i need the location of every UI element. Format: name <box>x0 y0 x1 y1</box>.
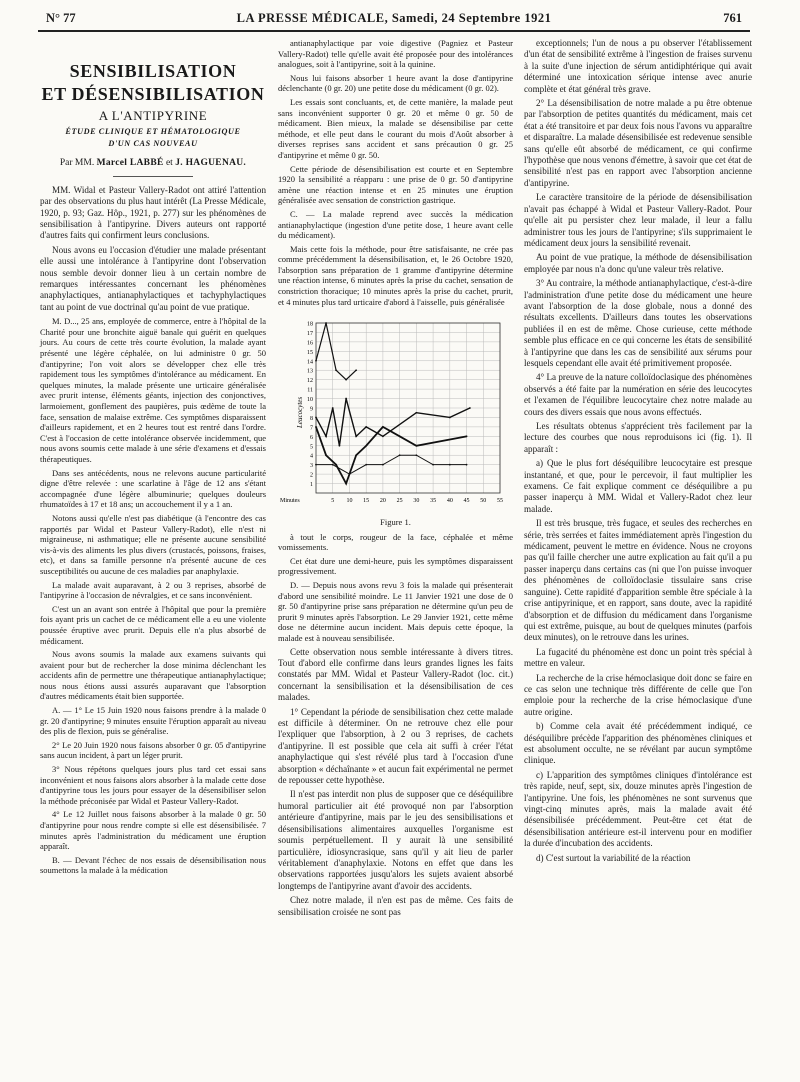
paragraph: Nous avons eu l'occasion d'étudier une malade présentant elle aussi une intolérance à l'antipyrine dont l'observation nous semble devoir donner lieu à un certain nombre de remarques intéressantes concernant les phénomènes anaphylactiques, antianaphylactiques et tachyphylactiques tant au point de vue doctrinal qu'au point de vue pratique. <box>40 244 266 312</box>
y-tick-label: 2 <box>310 472 313 479</box>
y-tick-label: 3 <box>310 463 313 470</box>
data-point <box>315 426 317 428</box>
data-point <box>382 426 384 428</box>
data-point <box>315 417 317 419</box>
data-point <box>325 455 327 457</box>
x-tick-label: 5 <box>331 498 335 505</box>
data-point <box>399 455 401 457</box>
data-point <box>335 464 337 466</box>
paragraph: Notons aussi qu'elle n'est pas diabétique (à l'encontre des cas rapportés par Widal et Pasteur Vallery-Radot), elle n'est ni migraineuse, ni asthmatique; elle ne présente aucune sensibilité vis-à-vis des aliments les plus divers (crustacés, poissons, fraises, etc), et dans sa famille personne n'a présenté aucune de ces susceptibilités ou aucune de ces maladies par anaphylaxie. <box>40 512 266 576</box>
paragraph: exceptionnels; l'un de nous a pu observer l'établissement d'un état de sensibilité extrême à l'ingestion de fraises survenu à la suite d'une injection de sérum antidiphtérique qui avait déterminé une intoxication sérique intense avec anurie complète et état général très grave. <box>524 38 752 94</box>
data-point <box>432 464 434 466</box>
paragraph: Le caractère transitoire de la période de désensibilisation n'avait pas échappé à Widal et Pasteur Vallery-Radot. Pour qu'elle ait pu persister chez leur malade, il leur a fallu administrer tous les jours de l'antipyrine; s'ils supprimaient le médicament deux jours la sensibilité revenait. <box>524 192 752 248</box>
x-tick-label: 35 <box>430 498 437 505</box>
y-tick-label: 4 <box>310 453 313 460</box>
paragraph: Au point de vue pratique, la méthode de désensibilisation employée par nous n'a donc qu'une valeur très relative. <box>524 252 752 274</box>
paragraph: Il n'est pas interdit non plus de supposer que ce déséquilibre humoral particulier ait été provoqué non par l'absorption antérieure d'antipyrine, mais par le jeu des sensibilisations et désensibilisations alimentaires auxquelles l'organisme est soumis perpétuellement. Il y aurait là une sensibilité particulière, idiosyncrasique, sans qu'il y ait lieu de parler véritablement d'anaphylaxie. Notons en effet que dans les observations rapportées jusqu'alors les sujets avaient absorbé longtemps de l'antipyrine avant d'avoir des accidents. <box>278 789 513 891</box>
column-3 <box>524 38 752 867</box>
data-point <box>349 473 351 475</box>
data-point <box>345 379 347 381</box>
y-tick-label: 1 <box>310 482 313 489</box>
paragraph: MM. Widal et Pasteur Vallery-Radot ont attiré l'attention par des observations du plus haut intérêt (La Presse Médicale, 1920, p. 93; Gaz. Hôp., 1921, p. 277) sur les phénomènes de sensibilisation à l'antipyrine. Divers auteurs ont rapporté d'autres faits qui confirment leurs conclusions. <box>40 184 266 241</box>
page-number: 761 <box>723 11 742 25</box>
paragraph: Chez notre malade, il n'en est pas de même. Ces faits de sensibilisation croisée ne sont pas <box>278 895 513 917</box>
paragraph: d) C'est surtout la variabilité de la réaction <box>536 852 691 863</box>
data-point <box>466 464 468 466</box>
x-tick-label: 10 <box>346 498 353 505</box>
data-point <box>382 464 384 466</box>
data-point <box>382 436 384 438</box>
article-subtitle-1: ÉTUDE CLINIQUE ET HÉMATOLOGIQUE <box>65 127 241 137</box>
x-tick-label: 45 <box>463 498 470 505</box>
paragraph: D. — Depuis nous avons revu 3 fois la malade qui présenterait d'abord une sensibilité moindre. Le 11 Janvier 1921 une dose de 0 gr. 50 d'antipyrine prise sans préparation ne détermine qu'un peu de prurit 9 minutes après l'absorption. Le 29 Janvier 1921, cette même dose ne détermine aucun incident. Mais depuis cette époque, la malade est à nouveau sensibilisée. <box>278 580 513 643</box>
x-tick-label: 20 <box>379 498 386 505</box>
y-tick-label: 8 <box>310 416 313 423</box>
paragraph: antianaphylactique par voie digestive (Pagniez et Pasteur Vallery-Radot) telle qu'elle avait été proposée pour des intolérances analogues, soit à l'antipyrine, soit à la quinine. <box>278 38 513 70</box>
paragraph: A. — 1° Le 15 Juin 1920 nous faisons prendre à la malade 0 gr. 20 d'antipyrine; 9 minutes ensuite l'éruption apparaît au niveau des plis de flexion, puis se généralise. <box>40 705 266 737</box>
data-point <box>315 464 317 466</box>
data-point <box>332 407 334 409</box>
paragraph: Nous avons soumis la malade aux examens suivants qui avaient pour but de rechercher la dose minima déclenchant les accidents afin de permettre une thérapeutique antianaphylactique; nous nous étions aussi assurés auparavant que l'absorption d'autres médicaments était bien supportée. <box>40 649 266 702</box>
article-title-line2: ET DÉSENSIBILISATION <box>41 84 265 104</box>
y-axis-label: Leucocytes <box>296 397 304 429</box>
byline-mid: et <box>165 158 173 169</box>
issue-number: N° 77 <box>46 11 76 25</box>
data-point <box>415 445 417 447</box>
article-title-line1: SENSIBILISATION <box>69 61 237 81</box>
column-2-bottom-body <box>278 532 513 918</box>
paragraph: a) Que le plus fort déséquilibre leucocytaire est presque instantané, et que, pour le percevoir, il faut multiplier les examens. Ce fait explique comment ce déséquilibre a pu passer inaperçu à MM. Widal et Vallery-Radot chez leur malade. <box>524 458 752 514</box>
y-tick-label: 16 <box>307 340 313 347</box>
paragraph: à tout le corps, rougeur de la face, céphalée et même vomissements. <box>278 531 513 553</box>
paragraph: C. — La malade reprend avec succès la médication antianaphylactique (ingestion d'une petite dose, 1 heure avant celle du médicament). <box>278 208 513 241</box>
y-tick-label: 7 <box>310 425 313 432</box>
paragraph: Il est très brusque, très fugace, et seules des recherches en série, très serrées et faites immédiatement après l'ingestion du médicament, peuvent le mettre en évidence. Nous ne croyons pas qu'il faille chercher une autre explication au fait qu'il a pu passer inaperçu dans certains cas (ni que l'on puisse invoquer des phénomènes de colloïdoclasie tissulaire sans crise sanguine). Cette rapidité d'apparition semble être spéciale à la crise antipyrinique, et en rapport, sans doute, avec la rapidité d'absorption et de diffusion du médicament dans l'organisme qui est extrême, puisque, au bout de quelques minutes (parfois deux minutes), on le retrouve dans les urines. <box>524 518 752 643</box>
data-point <box>469 407 471 409</box>
paragraph: b) Comme cela avait été précédemment indiqué, ce déséquilibre précède l'apparition des phénomènes cliniques et est absolument occulte, ne se révélant par aucun symptôme clinique. <box>524 721 752 766</box>
column-1-body <box>40 185 266 876</box>
data-point <box>325 322 327 324</box>
paragraph: 3° Au contraire, la méthode antianaphylactique, c'est-à-dire l'administration d'une petite dose du médicament une heure avant l'absorption de la dose globale, nous a donné des résultats excellents. D'ailleurs dans toutes les observations publiées il en est de même. Chose curieuse, cette méthode semble plus efficace en ce qui concerne les états de sensibilité à l'antipyrine que dans les cas de sensibilité aux sérums pour lesquels cependant elle avait été primitivement proposée. <box>524 278 752 368</box>
y-tick-label: 17 <box>307 331 313 338</box>
article-subtitle-2: D'UN CAS NOUVEAU <box>108 139 198 149</box>
article-title-line3: A L'ANTIPYRINE <box>98 108 208 123</box>
paragraph: B. — Devant l'échec de nos essais de désensibilisation nous soumettons la malade à la médication <box>40 854 266 876</box>
article-title-block <box>40 60 266 170</box>
paragraph: 2° Le 20 Juin 1920 nous faisons absorber 0 gr. 05 d'antipyrine sans aucun incident, à part un léger prurit. <box>40 739 266 761</box>
author-1: Marcel LABBÉ <box>96 158 164 169</box>
paragraph: Mais cette fois la méthode, pour être satisfaisante, ne crée pas comme précédemment la désensibilisation, et, le 26 Octobre 1920, l'absorption sans préparation de 1 gramme d'antipyrine détermine une réaction intense, 6 minutes après la prise du cachet, sensation de constriction thoracique; 10 minutes après la prise du cachet, prurit, et 4 minutes plus tard urticaire d'abord à l'aisselle, puis généralisée <box>278 243 513 307</box>
x-tick-label: 40 <box>446 498 453 505</box>
y-tick-label: 12 <box>307 378 313 385</box>
x-tick-label: 25 <box>396 498 403 505</box>
data-point <box>365 426 367 428</box>
data-point <box>325 436 327 438</box>
y-tick-label: 11 <box>307 387 313 394</box>
data-point <box>399 436 401 438</box>
y-tick-label: 13 <box>307 368 313 375</box>
paragraph: La malade avait auparavant, à 2 ou 3 reprises, absorbé de l'antipyrine à l'occasion de névralgies, et ce sans inconvénient. <box>40 579 266 601</box>
data-point <box>415 412 417 414</box>
column-2 <box>278 38 513 921</box>
y-tick-label: 15 <box>307 350 313 357</box>
data-point <box>332 464 334 466</box>
y-tick-label: 9 <box>310 406 313 413</box>
data-point <box>449 417 451 419</box>
data-point <box>449 464 451 466</box>
data-point <box>355 436 357 438</box>
data-point <box>315 360 317 362</box>
column-1 <box>40 38 266 879</box>
paragraph: Les résultats obtenus s'apprécient très facilement par la lecture des courbes que nous reproduisons ici (fig. 1). Il apparaît : <box>524 421 752 454</box>
x-axis-label: Minutes <box>280 498 300 505</box>
title-divider <box>113 176 193 177</box>
data-point <box>355 455 357 457</box>
paragraph: Dans ses antécédents, nous ne relevons aucune particularité digne d'être relevée : une scarlatine à l'âge de 12 ans s'étant accompagnée d'une légère albuminurie; quelques douleurs rhumatoïdes à 17 et 18 ans; un accouchement il y a 1 an. <box>40 467 266 510</box>
x-tick-label: 50 <box>480 498 487 505</box>
column-3-body <box>524 38 752 864</box>
x-tick-label: 55 <box>497 498 503 505</box>
paragraph: 2° La désensibilisation de notre malade a pu être obtenue par l'absorption de petites quantités du médicament, mais cet état a été transitoire et par deux fois nous l'avons vu apparaître et disparaître. La malade désensibilisée est redevenue sensible sans qu'elle eût absorbé de médicament, ce qui confirme l'hypothèse que nous venons d'émettre, à savoir que cet état de sensibilité n'est pas en rapport avec l'absorption ancienne d'antipyrine. <box>524 98 752 188</box>
paragraph: Les essais sont concluants, et, de cette manière, la malade peut sans inconvénient supporter 0 gr. 20 et même 0 gr. 50 de médicament. Bien mieux, la malade se désensibilise par cette méthode, et elle peut dans le courant du mois d'Août absorber à diverses reprises sans accident et sans précaution 0 gr. 25 d'antipyrine et même 0 gr. 50. <box>278 96 513 160</box>
paragraph: La recherche de la crise hémoclasique doit donc se faire en ce cas selon une technique très différente de celle que l'on emploie pour la recherche de la crise hémoclasique d'une autre origine. <box>524 672 752 717</box>
paragraph: 4° Le 12 Juillet nous faisons absorber à la malade 0 gr. 50 d'antipyrine pour nous rendre compte si elle est désensibilisée. 7 minutes après l'administration du médicament une éruption apparaît. <box>40 809 266 852</box>
paragraph: Nous lui faisons absorber 1 heure avant la dose d'antipyrine déclenchante (0 gr. 20) une petite dose du médicament (0 gr. 02). <box>278 72 513 94</box>
y-tick-label: 10 <box>307 397 313 404</box>
data-point <box>355 370 357 372</box>
data-point <box>415 455 417 457</box>
series-line-2 <box>316 399 470 446</box>
figure-caption: Figure 1. <box>380 517 411 528</box>
paragraph: 4° La preuve de la nature colloïdoclasique des phénomènes observés a été faite par la numération en série des leucocytes et l'examen de l'équilibre leucocytaire chez notre malade au cours des divers essais que nous avons effectués. <box>524 372 752 417</box>
paragraph: Cette période de désensibilisation est courte et en Septembre 1920 la sensibilité a réapparu : une prise de 0 gr. 50 d'antipyrine amène une réaction intense et en 25 minutes une éruption généralisée avec sensation de constriction gastrique. <box>278 163 513 206</box>
byline-prefix: Par MM. <box>59 158 95 169</box>
running-header <box>38 8 750 32</box>
data-point <box>365 464 367 466</box>
paragraph: Cet état dure une demi-heure, puis les symptômes disparaissent progressivement. <box>278 555 513 577</box>
data-point <box>335 370 337 372</box>
paragraph: C'est un an avant son entrée à l'hôpital que pour la première fois ayant pris un cachet de ce médicament elle a eu une violente poussée éruptive avec prurit. Depuis elle n'a plus absorbé de médicament. <box>40 603 266 646</box>
paragraph: c) L'apparition des symptômes cliniques d'intolérance est très rapide, neuf, sept, six, douze minutes après l'ingestion de l'antipyrine. Une fois, les phénomènes ne sont survenus que vingt-cinq minutes après, mais la malade avait été désensibilisée précédemment. Peut-être cet état de désensibilisation antérieure est-il intervenu pour en modifier la durée d'incubation des accidents. <box>524 769 752 849</box>
paragraph: La fugacité du phénomène est donc un point très spécial à mettre en valeur. <box>524 646 752 669</box>
column-2-top-body <box>278 38 513 307</box>
y-tick-label: 5 <box>310 444 313 451</box>
data-point <box>339 445 341 447</box>
paragraph: 3° Nous répétons quelques jours plus tard cet essai sans inconvénient et nous faisons alors absorber à la malade cette dose d'antipyrine tous les jours pour essayer de la désensibiliser selon la méthode préconisée par Widal et Pasteur Vallery-Radot. <box>40 764 266 806</box>
author-2: J. HAGUENAU. <box>175 158 247 169</box>
figure-1 <box>278 313 513 513</box>
paragraph: M. D..., 25 ans, employée de commerce, entre à l'hôpital de la Charité pour une bronchite aiguë banale qui guérit en quelques jours. Au cours de cette très courte évolution, la malade ayant présenté une légère céphalée, on lui administre 0 gr. 50 d'antipyrine; l'on voit alors se développer chez elle très rapidement tous les symptômes d'intolérance au médicament. En quelques minutes, la malade présente une urticaire généralisée avec prurit intense, éléments géants, injection des conjonctives, larmoiement, gonflement des paupières, puis œdème de toute la face, sensation de malaise extrême. Ces symptômes disparaissent d'ailleurs rapidement, et en 2 heures tout est rentré dans l'ordre. C'est à l'occasion de cette intolérance observée incidemment, que nous avons soumis cette malade à une série d'examens et d'essais thérapeutiques. <box>40 316 266 464</box>
paragraph: Cette observation nous semble intéressante à divers titres. Tout d'abord elle confirme dans leurs grandes lignes les faits constatés par MM. Widal et Pasteur Vallery-Radot (loc. cit.) concernant la sensibilisation et la désensibilisation de ces malades. <box>278 646 513 703</box>
data-point <box>345 398 347 400</box>
data-point <box>365 445 367 447</box>
x-tick-label: 30 <box>413 498 420 505</box>
byline <box>40 158 266 169</box>
y-tick-label: 6 <box>310 435 313 442</box>
data-point <box>345 483 347 485</box>
y-tick-label: 14 <box>307 359 313 366</box>
journal-title: LA PRESSE MÉDICALE, Samedi, 24 Septembre 1921 <box>236 11 552 25</box>
leucocyte-chart <box>278 313 513 513</box>
x-tick-label: 15 <box>363 498 370 505</box>
y-tick-label: 18 <box>307 321 313 328</box>
data-point <box>466 436 468 438</box>
paragraph: 1° Cependant la période de sensibilisation chez cette malade est difficile à déterminer. On ne retrouve chez elle pour l'expliquer que l'absorption, à 2 ou 3 reprises, de cachets d'antipyrine. Il est possible que cela ait suffi à créer l'état anaphylactique qui s'est révélé plus tard à l'occasion d'une absorption « déchaînante » et aucun fait expérimental ne permet de repousser cette hypothèse. <box>278 706 513 786</box>
